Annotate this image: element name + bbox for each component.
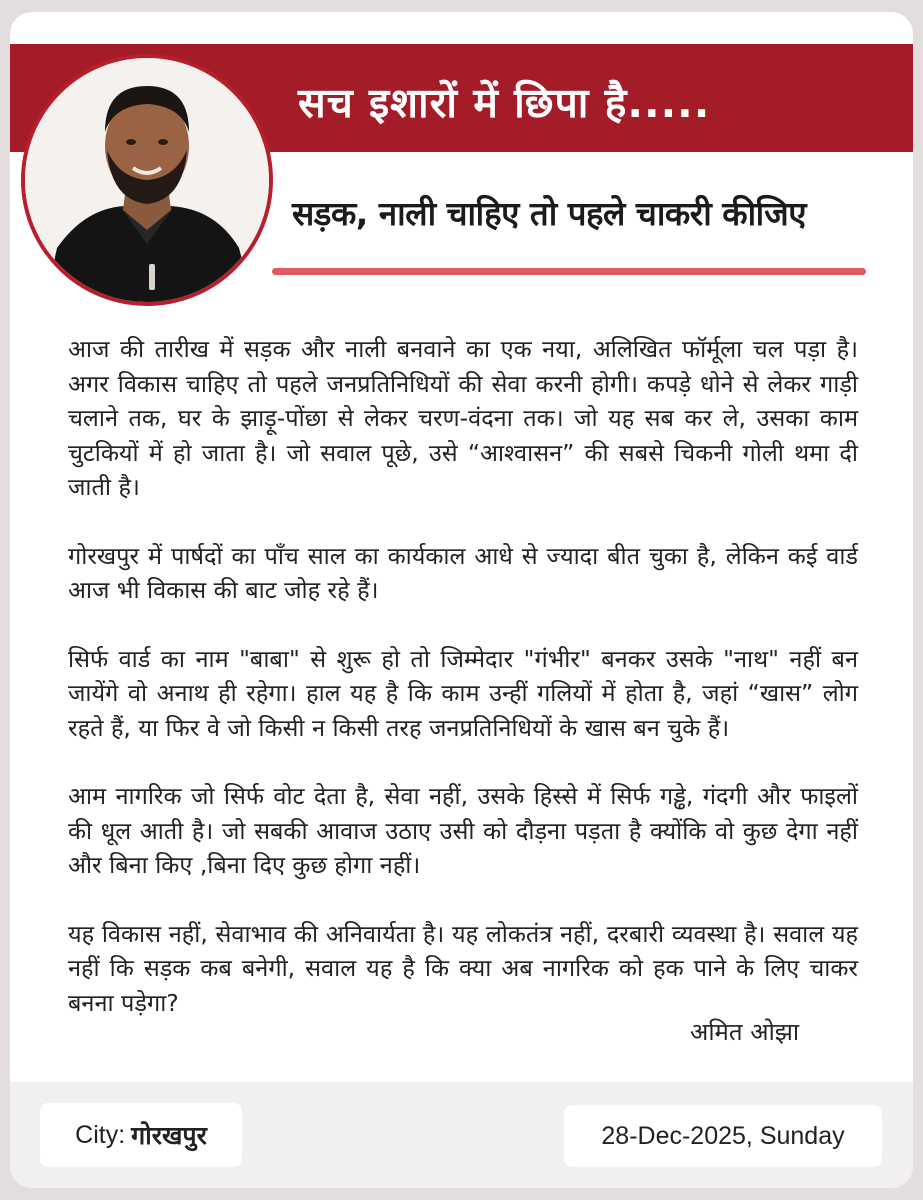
paragraph: सिर्फ वार्ड का नाम "बाबा" से शुरू हो तो जिम्मेदार "गंभीर" बनकर उसके "नाथ" नहीं बन जायेंगे वो अनाथ ही रहेगा। हाल यह है कि काम उन्हीं गलियों में होता है, जहां “खास” लोग रहते हैं, या फिर वे जो किसी न किसी तरह जनप्रतिनिधियों के खास बन चुके हैं।: [68, 644, 858, 742]
author-photo: [25, 58, 269, 302]
headline-underline: [272, 268, 866, 275]
author-name: अमित ओझा: [690, 1018, 800, 1046]
headline: सड़क, नाली चाहिए तो पहले चाकरी कीजिए: [292, 194, 806, 233]
paragraph: आम नागरिक जो सिर्फ वोट देता है, सेवा नहीं, उसके हिस्से में सिर्फ गड्ढे, गंदगी और फाइलों की धूल आती है। जो सबकी आवाज उठाए उसी को दौड़ना पड़ता है क्योंकि वो कुछ देगा नहीं और बिना किए ,बिना दिए कुछ होगा नहीं।: [68, 782, 858, 879]
page-title: सच इशारों में छिपा है.....: [298, 79, 711, 127]
paragraph: आज की तारीख में सड़क और नाली बनवाने का एक नया, अलिखित फॉर्मूला चल पड़ा है। अगर विकास चाहिए तो पहले जनप्रतिनिधियों की सेवा करनी होगी। कपड़े धोने से लेकर गाड़ी चलाने तक, घर के झाड़ू-पोंछा से लेकर चरण-वंदना तक। जो यह सब कर ले, उसका काम चुटकियों में हो जाता है। जो सवाल पूछे, उसे “आश्वासन” की सबसे चिकनी गोली थमा दी जाती है।: [68, 335, 858, 501]
city-value: गोरखपुर: [131, 1122, 207, 1150]
paragraph: यह विकास नहीं, सेवाभाव की अनिवार्यता है। यह लोकतंत्र नहीं, दरबारी व्यवस्था है। सवाल यह नहीं कि सड़क कब बनेगी, सवाल यह है कि क्या अब नागरिक को हक पाने के लिए चाकर बनना पड़ेगा?: [68, 919, 858, 1017]
article-card: [10, 12, 913, 1188]
author-avatar: [21, 54, 273, 306]
article-body: [68, 332, 858, 1054]
date-text: 28-Dec-2025, Sunday: [601, 1121, 845, 1150]
city-badge: [40, 1103, 242, 1167]
city-label: City:: [75, 1120, 126, 1149]
date-badge: [564, 1105, 882, 1167]
paragraph: गोरखपुर में पार्षदों का पाँच साल का कार्यकाल आधे से ज्यादा बीत चुका है, लेकिन कई वार्ड आज भी विकास की बाट जोह रहे हैं।: [68, 541, 858, 604]
